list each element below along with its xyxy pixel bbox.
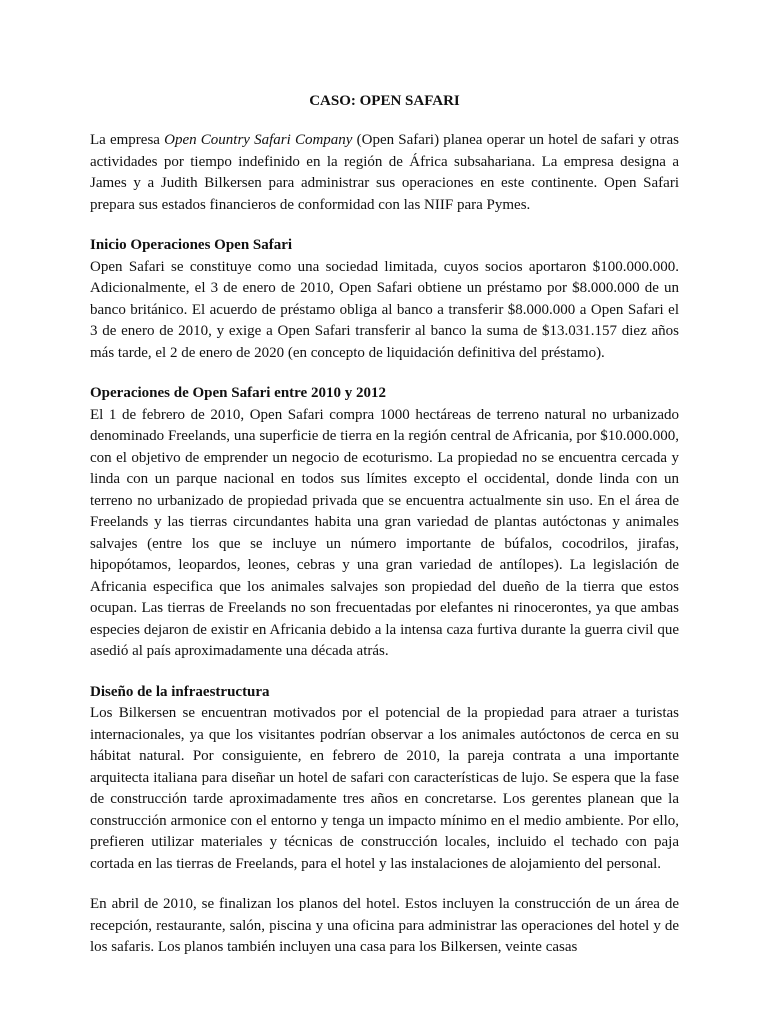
section-body: Open Safari se constituye como una sociedad limitada, cuyos socios aportaron $100.000.000. Adicionalmente, el 3 de enero de 2010, Open Safari obtiene un préstamo por $8.000.000 de un banco británico. El acuerdo de préstamo obliga al banco a transferir $8.000.000 a Open Safari el 3 de enero de 2010, y exige a Open Safari transferir al banco la suma de $13.031.157 diez años más tarde, el 2 de enero de 2020 (en concepto de liquidación definitiva del préstamo). (90, 258, 679, 361)
section-heading: Inicio Operaciones Open Safari (90, 237, 293, 253)
section-heading: Operaciones de Open Safari entre 2010 y 2012 (90, 385, 386, 401)
section-heading: Diseño de la infraestructura (90, 683, 270, 700)
section-body: Los Bilkersen se encuentran motivados por el potencial de la propiedad para atraer a turistas internacionales, ya que los visitantes podrían observar a los animales autóctonos de cerca en su hábitat natural. Por consiguiente, en febrero de 2010, la pareja contrata a una importante arquitecta italiana para diseñar un hotel de safari con características de lujo. Se espera que la fase de construcción tarde aproximadamente tres años en concretarse. Los gerentes planean que la construcción armonice con el entorno y tenga un impacto mínimo en el medio ambiente. Por ello, prefieren utilizar materiales y técnicas de construcción locales, incluido el techado con paja cortada en las tierras de Freelands, para el hotel y las instalaciones de alojamiento del personal. (90, 705, 679, 872)
section-operations-2010-2012 (90, 383, 679, 663)
document-title: CASO: OPEN SAFARI (309, 93, 460, 109)
section-start-operations (90, 235, 679, 364)
intro-paragraph (90, 130, 679, 216)
section-infrastructure-design (90, 682, 679, 876)
document-page (90, 88, 679, 959)
intro-text-before: La empresa (90, 132, 165, 148)
closing-paragraph: En abril de 2010, se finalizan los planos del hotel. Estos incluyen la construcción de un área de recepción, restaurante, salón, piscina y una oficina para administrar las operaciones del hotel y de los safaris. Los planos también incluyen una casa para los Bilkersen, veinte casas (90, 896, 679, 955)
section-body: El 1 de febrero de 2010, Open Safari compra 1000 hectáreas de terreno natural no urbanizado denominado Freelands, una superficie de tierra en la región central de Africania, por $10.000.000, con el objetivo de emprender un negocio de ecoturismo. La propiedad no se encuentra cercada y linda con un parque nacional en todos sus límites excepto el occidental, donde linda con un terreno no urbanizado de propiedad privada que se encuentra actualmente sin uso. En el área de Freelands y las tierras circundantes habita una gran variedad de plantas autóctonas y animales salvajes (entre los que se incluye un número importante de búfalos, cocodrilos, jirafas, hipopótamos, leopardos, leones, cebras y una gran variedad de antílopes). La legislación de Africania especifica que los animales salvajes son propiedad del dueño de la tierra que estos ocupan. Las tierras de Freelands no son frecuentadas por elefantes ni rinocerontes, ya que ambas especies dejaron de existir en Africania debido a la intensa caza furtiva durante la guerra civil que asedió al país aproximadamente una década atrás. (90, 406, 679, 659)
intro-text-after: (Open Safari) planea operar un hotel de safari y otras actividades por tiempo indefinido en la región de África subsahariana. La empresa designa a James y a Judith Bilkersen para administrar sus operaciones en este continente. Open Safari prepara sus estados financieros de conformidad con las NIIF para Pymes. (90, 132, 679, 213)
company-name: Open Country Safari Company (164, 132, 353, 148)
